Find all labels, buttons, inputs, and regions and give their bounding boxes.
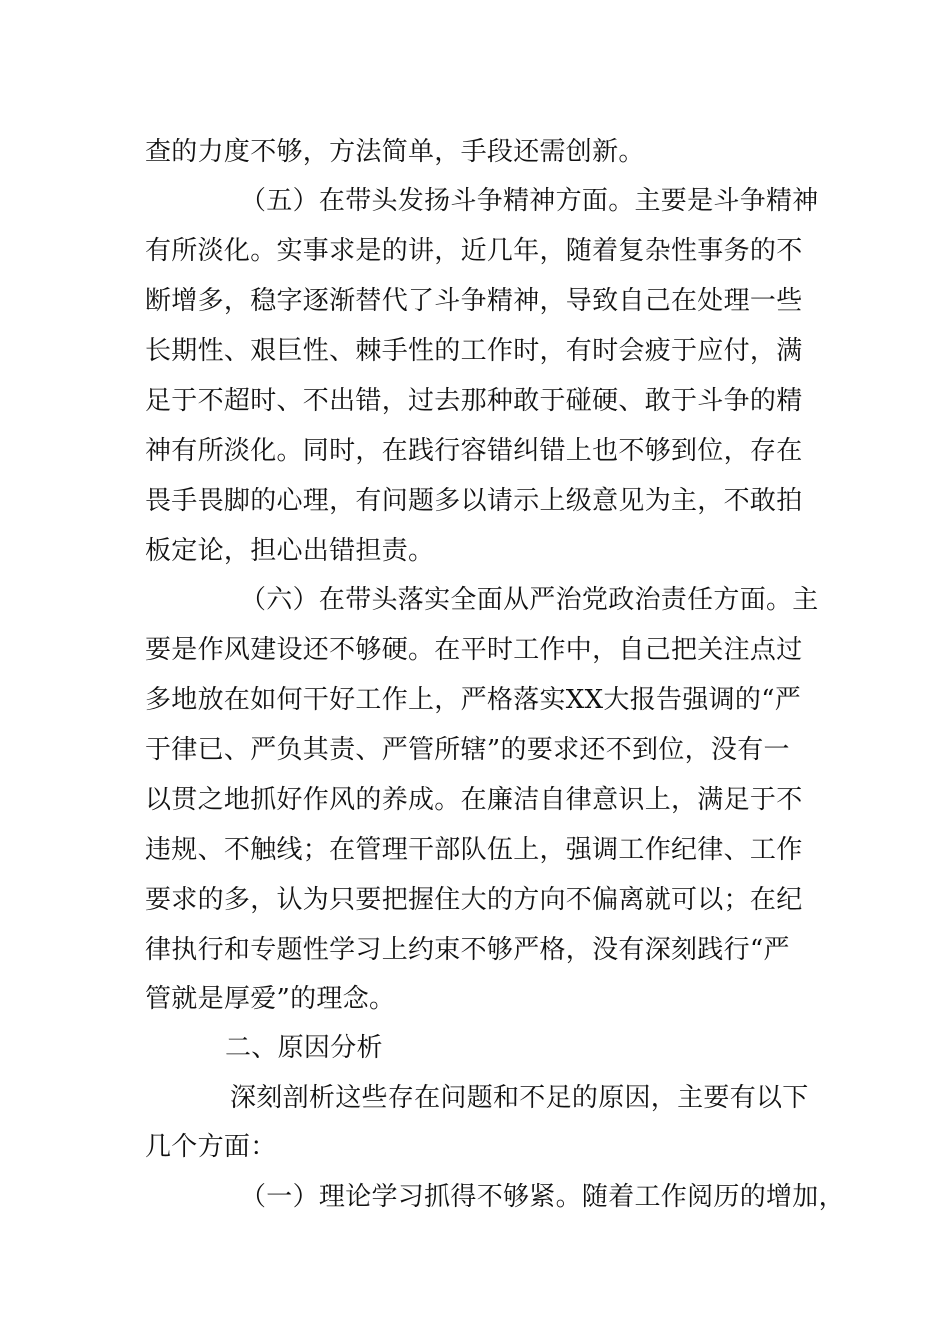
text-line: 要求的多，认为只要把握住大的方向不偏离就可以；在纪: [145, 885, 803, 915]
text-line: 以贯之地抓好作风的养成。在廉洁自律意识上，满足于不: [145, 785, 803, 815]
text-line: 足于不超时、不出错，过去那种敢于碰硬、敢于斗争的精: [145, 386, 803, 416]
text-line: 畏手畏脚的心理，有问题多以请示上级意见为主，不敢拍: [145, 486, 803, 516]
section-heading: 二、原因分析: [225, 1033, 383, 1063]
paragraph-heading-5: （五）在带头发扬斗争精神方面。主要是斗争精神: [240, 186, 819, 216]
paragraph-heading-6: （六）在带头落实全面从严治党政治责任方面。主: [240, 585, 819, 615]
text-line: 查的力度不够，方法简单，手段还需创新。: [145, 137, 645, 167]
text-line: 板定论，担心出错担责。: [145, 536, 435, 566]
text-line: 深刻剖析这些存在问题和不足的原因，主要有以下: [230, 1083, 809, 1113]
text-line: 违规、不触线；在管理干部队伍上，强调工作纪律、工作: [145, 835, 803, 865]
text-line: 多地放在如何干好工作上，严格落实XX大报告强调的“严: [145, 685, 802, 715]
text-line: 断增多，稳字逐渐替代了斗争精神，导致自己在处理一些: [145, 286, 803, 316]
text-line: 几个方面：: [145, 1132, 277, 1162]
text-line: 神有所淡化。同时，在践行容错纠错上也不够到位，存在: [145, 436, 803, 466]
text-line: 长期性、艰巨性、棘手性的工作时，有时会疲于应付，满: [145, 336, 803, 366]
text-line: 要是作风建设还不够硬。在平时工作中，自己把关注点过: [145, 635, 803, 665]
text-line: 管就是厚爱”的理念。: [145, 984, 396, 1014]
paragraph-heading-1: （一）理论学习抓得不够紧。随着工作阅历的增加，: [240, 1182, 845, 1212]
text-line: 律执行和专题性学习上约束不够严格，没有深刻践行“严: [145, 935, 790, 965]
text-line: 有所淡化。实事求是的讲，近几年，随着复杂性事务的不: [145, 236, 803, 266]
text-line: 于律已、严负其责、严管所辖”的要求还不到位，没有一: [145, 735, 790, 765]
